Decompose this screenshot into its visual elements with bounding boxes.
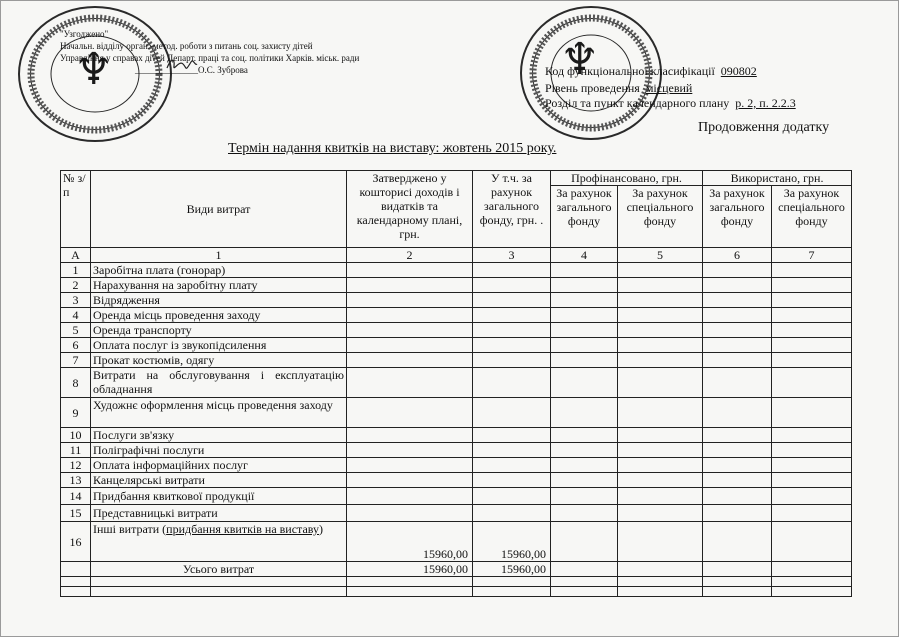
- index-cell: 6: [703, 248, 772, 263]
- table-row: [61, 458, 852, 473]
- level-value: місцевий: [645, 81, 693, 95]
- approval-line: "Узгоджено": [60, 29, 109, 39]
- row-number: 7: [61, 353, 91, 368]
- row-number: 13: [61, 473, 91, 488]
- table-row: [61, 505, 852, 522]
- row-number: 10: [61, 428, 91, 443]
- table-row: [61, 368, 852, 398]
- page-title: [228, 141, 556, 157]
- header-approved: Затверджено у кошторисі доходів і видатків та календарному плані, грн.: [347, 171, 473, 248]
- expense-type: Канцелярські витрати: [91, 473, 347, 488]
- signature-icon: [165, 56, 199, 74]
- header-type: Види витрат: [91, 171, 347, 248]
- table-row: [61, 293, 852, 308]
- table-row: [61, 522, 852, 562]
- table-row: [61, 398, 852, 428]
- coat-of-arms-icon: ♆: [560, 34, 600, 85]
- expense-type-detail: придбання квитків на виставу: [166, 522, 320, 536]
- header-used-special: За рахунок спеціального фонду: [772, 186, 852, 248]
- table-row: [61, 488, 852, 505]
- index-cell: 5: [618, 248, 703, 263]
- table-row: [61, 278, 852, 293]
- table-row: [61, 428, 852, 443]
- row-number: 9: [61, 398, 91, 428]
- total-general-fund: 15960,00: [473, 562, 551, 577]
- level-line: [545, 81, 692, 96]
- table-row: [61, 353, 852, 368]
- table-row: [61, 338, 852, 353]
- expense-type: Витрати на обслуговування і експлуатацію обладнання: [91, 368, 347, 398]
- row-number: 6: [61, 338, 91, 353]
- total-approved: 15960,00: [347, 562, 473, 577]
- function-code-label: Код функціональної класифікації: [545, 64, 715, 78]
- expense-type: Нарахування на заробітну плату: [91, 278, 347, 293]
- expense-type: Оренда місць проведення заходу: [91, 308, 347, 323]
- total-label: Усього витрат: [91, 562, 347, 577]
- header-incl-general: У т.ч. за рахунок загального фонду, грн. .: [473, 171, 551, 248]
- total-row: [61, 562, 852, 577]
- index-cell: 4: [551, 248, 618, 263]
- row-number: 5: [61, 323, 91, 338]
- general-fund-amount: 15960,00: [473, 522, 551, 562]
- header-financed: Профінансовано, грн.: [551, 171, 703, 186]
- header-num: № з/п: [61, 171, 91, 248]
- section-label: Розділ та пункт календарного плану: [545, 96, 730, 110]
- index-row: [61, 248, 852, 263]
- section-line: [545, 96, 796, 111]
- expense-type: Заробітна плата (гонорар): [91, 263, 347, 278]
- index-cell: 3: [473, 248, 551, 263]
- approved-amount: 15960,00: [347, 522, 473, 562]
- row-number: 11: [61, 443, 91, 458]
- expense-type: Придбання квиткової продукції: [91, 488, 347, 505]
- table-row: [61, 308, 852, 323]
- title-prefix: Термін надання квитків на виставу: [228, 141, 436, 156]
- table-row: [61, 473, 852, 488]
- expense-type: Оренда транспорту: [91, 323, 347, 338]
- continuation-note: Продовження додатку: [698, 120, 830, 135]
- row-number: 14: [61, 488, 91, 505]
- row-number: 12: [61, 458, 91, 473]
- approval-block: [60, 28, 359, 76]
- row-number: 2: [61, 278, 91, 293]
- expense-type: Прокат костюмів, одягу: [91, 353, 347, 368]
- expenses-table: [60, 170, 852, 597]
- index-cell: А: [61, 248, 91, 263]
- expense-type-suffix: ): [319, 522, 324, 536]
- approval-line: Начальн. відділу орган.-метод. роботи з питань соц. захисту дітей: [60, 41, 313, 51]
- title-suffix: : жовтень 2015 року.: [435, 141, 557, 156]
- level-label: Рівень проведення: [545, 81, 640, 95]
- expense-type: Оплата послуг із звукопідсилення: [91, 338, 347, 353]
- empty-row: [61, 587, 852, 597]
- row-number: 1: [61, 263, 91, 278]
- header-fin-special: За рахунок спеціального фонду: [618, 186, 703, 248]
- expense-type: [91, 522, 347, 562]
- expense-type: Поліграфічні послуги: [91, 443, 347, 458]
- approval-line: Управління у справах дітей Департ. праці та соц. політики Харків. міськ. ради: [60, 53, 360, 63]
- section-value: р. 2, п. 2.2.3: [735, 96, 796, 110]
- index-cell: 2: [347, 248, 473, 263]
- expense-type: Послуги зв'язку: [91, 428, 347, 443]
- row-number: 4: [61, 308, 91, 323]
- header-row: [61, 171, 852, 186]
- row-number: 15: [61, 505, 91, 522]
- approval-line: ______________О.С. Зуброва: [135, 65, 248, 75]
- table-row: [61, 323, 852, 338]
- header-used-general: За рахунок загального фонду: [703, 186, 772, 248]
- row-number: 8: [61, 368, 91, 398]
- expense-type: Відрядження: [91, 293, 347, 308]
- function-code-line: [545, 64, 757, 79]
- expense-type: Представницькі витрати: [91, 505, 347, 522]
- row-number: 3: [61, 293, 91, 308]
- header-used: Використано, грн.: [703, 171, 852, 186]
- header-fin-general: За рахунок загального фонду: [551, 186, 618, 248]
- index-cell: 7: [772, 248, 852, 263]
- index-cell: 1: [91, 248, 347, 263]
- expense-type-prefix: Інші витрати (: [93, 522, 167, 536]
- expense-type: Художнє оформлення місць проведення заходу: [91, 398, 347, 428]
- row-number: 16: [61, 522, 91, 562]
- table-row: [61, 263, 852, 278]
- empty-row: [61, 577, 852, 587]
- expense-type: Оплата інформаційних послуг: [91, 458, 347, 473]
- table-row: [61, 443, 852, 458]
- function-code-value: 090802: [720, 64, 757, 78]
- coat-of-arms-icon: ♆: [74, 44, 114, 95]
